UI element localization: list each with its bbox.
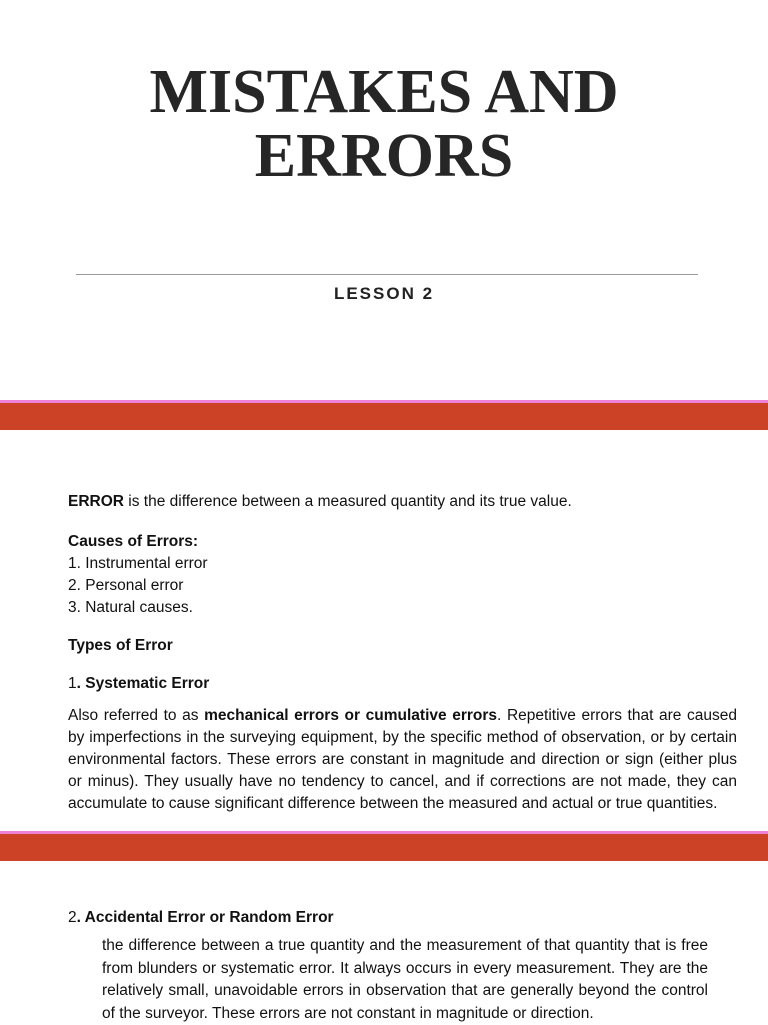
lesson-label: LESSON 2	[333, 284, 435, 303]
slide-divider-band-bottom	[0, 831, 768, 861]
systematic-heading	[68, 673, 209, 695]
cause-item: 1. Instrumental error	[68, 555, 208, 572]
slide-divider-band-top	[0, 400, 768, 430]
title-line-1: MISTAKES AND	[149, 58, 619, 126]
accidental-number: 2	[68, 909, 77, 926]
error-term: ERROR	[68, 493, 124, 510]
title-line-2: ERRORS	[254, 122, 514, 190]
cause-item: 2. Personal error	[68, 577, 184, 594]
systematic-bold-term: mechanical errors or cumulative errors	[204, 707, 498, 724]
systematic-number: 1	[68, 675, 77, 692]
band-red-stripe	[0, 403, 768, 430]
error-definition-text: is the difference between a measured quantity and its true value.	[123, 493, 572, 510]
causes-heading: Causes of Errors:	[68, 533, 199, 550]
page-title	[0, 60, 768, 188]
systematic-title: . Systematic Error	[76, 675, 210, 692]
types-heading: Types of Error	[68, 637, 173, 654]
cause-item: 3. Natural causes.	[68, 599, 193, 616]
accidental-title: . Accidental Error or Random Error	[76, 909, 334, 926]
systematic-text: . Repetitive errors that are caused by imperfections in the surveying equipment, by the specific method of observation, or by certain environmental factors. These errors are constant in magnitude and direction or sign (either plus or minus). They usually have no tendency to cancel, and if corrections are not made, they can accumulate to cause significant difference between the measured and actual or true quantities.	[68, 707, 737, 812]
systematic-paragraph	[68, 705, 737, 815]
accidental-heading	[68, 907, 334, 929]
error-definition	[68, 491, 572, 513]
accidental-paragraph: the difference between a true quantity and the measurement of that quantity that is free from blunders or systematic error. It always occurs in every measurement. They are the relatively small, unavoidable errors in observation that are generally beyond the control of the surveyor. These errors are not constant in magnitude or direction.	[102, 937, 708, 1022]
systematic-lead: Also referred to as	[68, 707, 205, 724]
causes-section	[68, 531, 208, 619]
title-divider	[76, 274, 698, 275]
band-red-stripe	[0, 834, 768, 861]
